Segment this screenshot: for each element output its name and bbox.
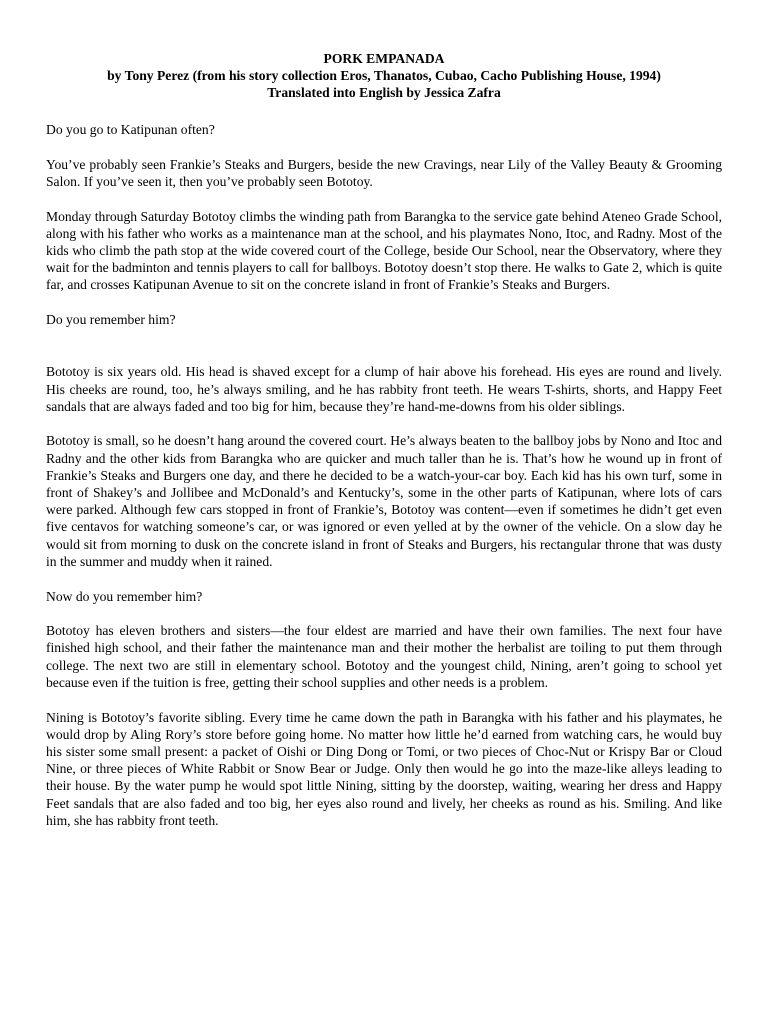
paragraph-9: Nining is Bototoy’s favorite sibling. Every time he came down the path in Barangka with his father and his playmates, he would drop by Aling Rory’s store before going home. No matter how little he’d earned from watching cars, he would buy his sister some small present: a packet of Oishi or Ding Dong or Tomi, or two pieces of Choc-Nut or Krispy Bar or Cloud Nine, or three pieces of White Rabbit or Snow Bear or Judge. Only then would he go into the maze-like alleys leading to their house. By the water pump he would spot little Nining, sitting by the doorstep, waiting, wearing her dress and Happy Feet sandals that are also faded and too big, her eyes also round and lively, her cheeks as round as his. Smiling. And like him, she has rabbity front teeth. bbox=[46, 709, 722, 828]
document-header bbox=[46, 50, 722, 101]
paragraph-1: Do you go to Katipunan often? bbox=[46, 122, 215, 137]
paragraph-3: Monday through Saturday Bototoy climbs the winding path from Barangka to the service gate behind Ateneo Grade School, along with his father who works as a maintenance man at the school, and his playmates Nono, Itoc, and Radny. Most of the kids who climb the path stop at the wide covered court of the College, beside Our School, near the Observatory, where they wait for the badminton and tennis players to call for ballboys. Bototoy doesn’t stop there. He walks to Gate 2, which is quite far, and crosses Katipunan Avenue to sit on the concrete island in front of Frankie’s Steaks and Burgers. bbox=[46, 208, 722, 293]
paragraph-2: You’ve probably seen Frankie’s Steaks and Burgers, beside the new Cravings, near Lily of the Valley Beauty & Grooming Salon. If you’ve seen it, then you’ve probably seen Bototoy. bbox=[46, 156, 722, 189]
paragraph-7: Now do you remember him? bbox=[46, 588, 203, 604]
paragraph-6: Bototoy is small, so he doesn’t hang around the covered court. He’s always beaten to the ballboy jobs by Nono and Itoc and Radny and the other kids from Barangka who are quicker and much taller than he is. That’s how he wound up in front of Frankie’s Steaks and Burgers one day, and there he decided to be a watch-your-car boy. Each kid has his own turf, some in front of Shakey’s and Jollibee and McDonald’s and Kentucky’s, some in the other parts of Katipunan, where lots of cars were parked. Although few cars stopped in front of Frankie’s, Bototoy was content—even if sometimes he didn’t get even five centavos for watching someone’s car, or was ignored or even yelled at by the owner of the vehicle. On a slow day he would sit from morning to dusk on the concrete island in front of Steaks and Burgers, his rectangular throne that was dusty in the summer and muddy when it rained. bbox=[46, 433, 722, 569]
paragraph-8: Bototoy has eleven brothers and sisters—the four eldest are married and have their own families. The next four have finished high school, and their father the maintenance man and their mother the herbalist are toiling to put them through college. The next two are still in elementary school. Bototoy and the youngest child, Nining, aren’t going to school yet because even if the tuition is free, getting their school supplies and other needs is a problem. bbox=[46, 623, 722, 690]
paragraph-4: Do you remember him? bbox=[46, 312, 176, 328]
author-byline: by Tony Perez (from his story collection Eros, Thanatos, Cubao, Cacho Publishing House, 1994) bbox=[107, 68, 661, 83]
translator-credit: Translated into English by Jessica Zafra bbox=[267, 85, 501, 100]
paragraph-5: Bototoy is six years old. His head is shaved except for a clump of hair above his forehead. His eyes are round and lively. His cheeks are round, too, he’s always smiling, and he has rabbity front teeth. He wears T-shirts, shorts, and Happy Feet sandals that are always faded and too big for him, because they’re hand-me-downs from his older siblings. bbox=[46, 364, 722, 414]
story-title: PORK EMPANADA bbox=[323, 51, 445, 66]
